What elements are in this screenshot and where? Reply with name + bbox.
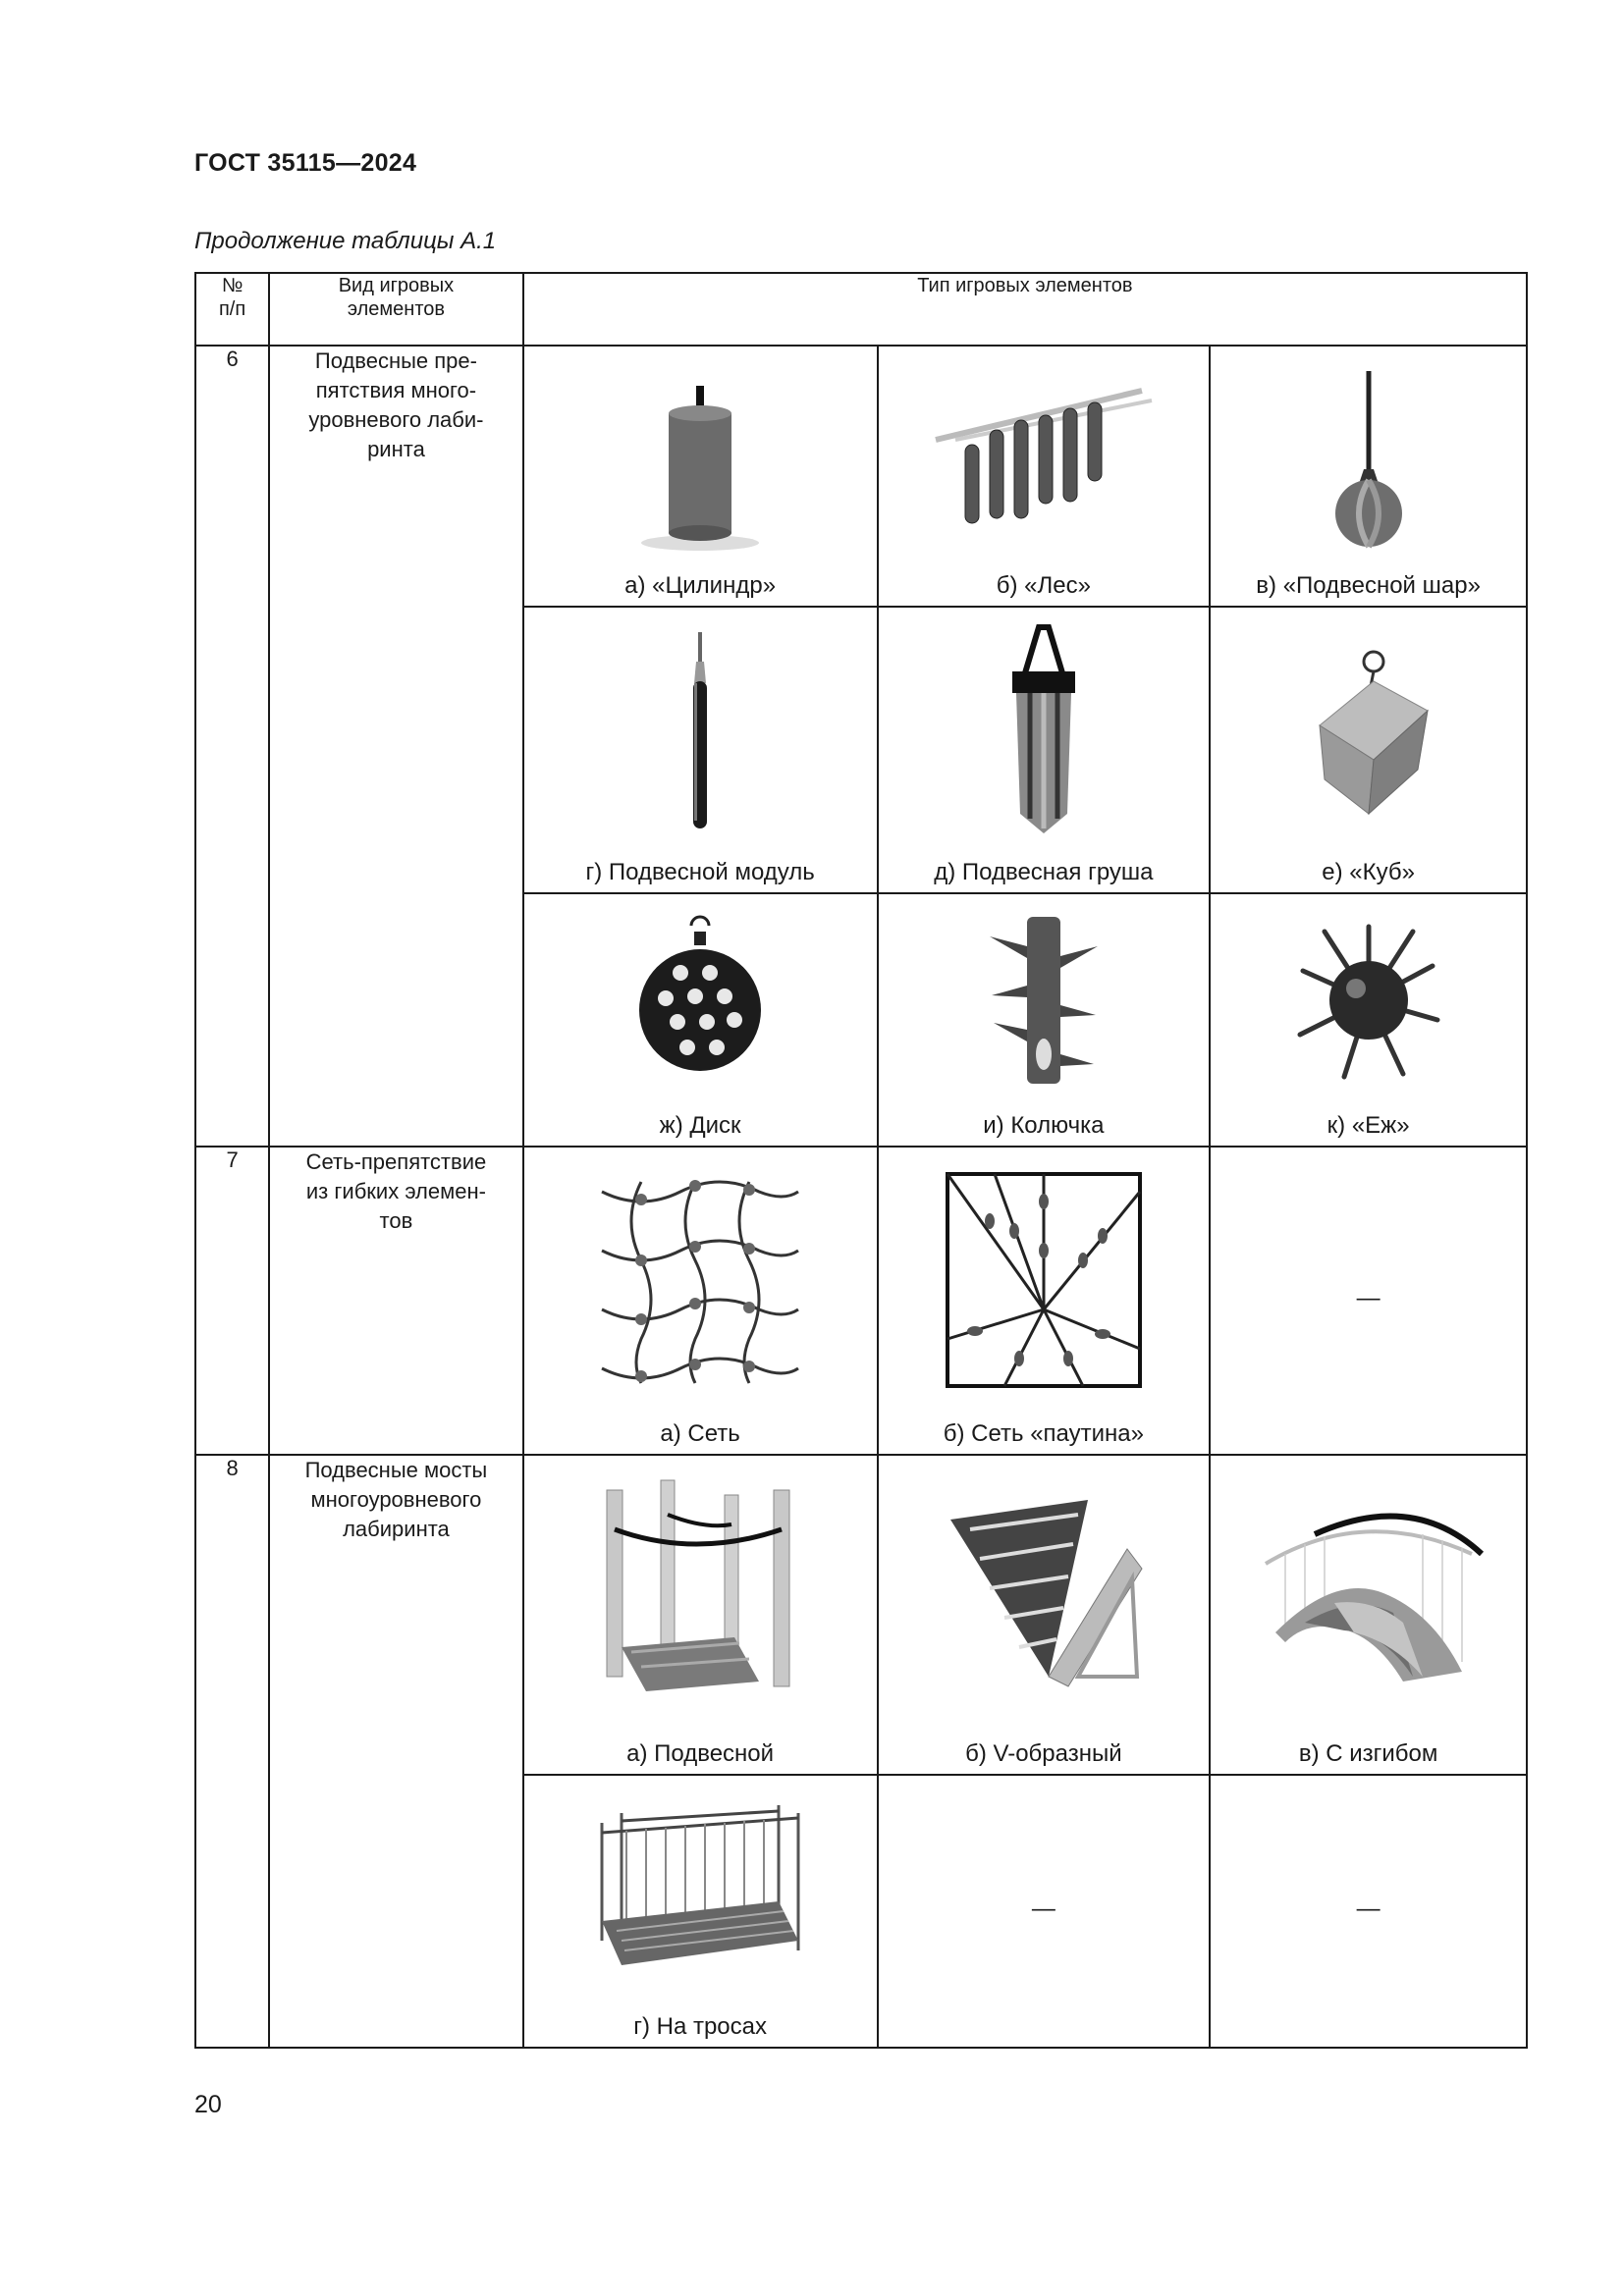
item-label: е) «Куб» [1322,859,1415,885]
header-kind-line2: элементов [347,298,446,320]
empty-mark: — [1356,1896,1380,1922]
item-label: г) Подвесной модуль [585,859,815,885]
kind-line: Сеть-препятствие [305,1149,487,1174]
kind-line: Подвесные пре- [314,348,477,373]
hanging-pear-illustration [879,608,1210,853]
item-cell [523,1147,878,1455]
item-label: ж) Диск [659,1112,741,1139]
item-cell [878,1455,1211,1775]
kind-line: уровневого лаби- [308,407,484,432]
hanging-ball-illustration [1211,347,1526,562]
curved-bridge-illustration [1211,1456,1526,1731]
standard-title: ГОСТ 35115—2024 [194,149,417,177]
row-kind [269,1147,523,1455]
cube-illustration [1211,608,1526,853]
kind-line: пятствия много- [315,378,477,402]
empty-mark: — [1031,1896,1056,1922]
row-kind [269,1455,523,2048]
item-cell [523,1775,878,2048]
table-row [195,346,1527,607]
item-label: б) «Лес» [996,572,1091,599]
header-type: Тип игровых элементов [523,273,1527,346]
header-num [195,273,269,346]
row-number: 8 [195,1455,269,2048]
empty-cell [878,1775,1211,2048]
disc-illustration [524,894,877,1105]
kind-line: лабиринта [343,1517,450,1541]
item-label: б) V-образный [965,1740,1122,1767]
empty-cell [1210,1775,1527,2048]
kind-line: из гибких элемен- [305,1179,486,1203]
table-row [195,1147,1527,1455]
hedgehog-illustration [1211,894,1526,1105]
item-cell [878,346,1211,607]
item-label: г) На тросах [633,2013,767,2040]
item-cell [1210,1455,1527,1775]
net-illustration [524,1148,877,1413]
empty-mark: — [1356,1285,1380,1311]
header-kind [269,273,523,346]
row-kind [269,346,523,1147]
item-label: в) С изгибом [1298,1740,1438,1767]
kind-line: ринта [367,437,425,461]
item-cell [523,1455,878,1775]
item-cell [523,893,878,1147]
header-num-line2: п/п [218,298,246,320]
item-label: а) «Цилиндр» [624,572,777,599]
table-row [195,1455,1527,1775]
cylinder-illustration [524,347,877,562]
item-label: а) Сеть [660,1420,740,1447]
cable-bridge-illustration [524,1776,877,2006]
item-label: в) «Подвесной шар» [1256,572,1481,599]
kind-line: тов [379,1208,413,1233]
item-label: и) Колючка [983,1112,1105,1139]
item-cell [523,607,878,893]
item-cell [878,607,1211,893]
item-cell [1210,346,1527,607]
forest-illustration [879,347,1210,562]
table-caption: Продолжение таблицы А.1 [194,228,497,254]
page-number: 20 [194,2091,222,2118]
item-cell [1210,893,1527,1147]
item-cell [878,1147,1211,1455]
v-shaped-bridge-illustration [879,1456,1210,1731]
item-label: д) Подвесная груша [934,859,1154,885]
header-kind-line1: Вид игровых [338,275,455,296]
kind-line: многоуровневого [310,1487,482,1512]
thorn-illustration [879,894,1210,1105]
item-label: к) «Еж» [1326,1112,1410,1139]
item-cell [878,893,1211,1147]
spiderweb-net-illustration [879,1148,1210,1413]
item-cell [523,346,878,607]
empty-cell [1210,1147,1527,1455]
table-header-row [195,273,1527,346]
table-a1 [194,272,1528,2049]
hanging-module-illustration [524,608,877,853]
item-label: б) Сеть «паутина» [943,1420,1144,1447]
kind-line: Подвесные мосты [304,1458,488,1482]
item-cell [1210,607,1527,893]
row-number: 6 [195,346,269,1147]
item-label: а) Подвесной [626,1740,775,1767]
header-num-line1: № [221,275,244,296]
row-number: 7 [195,1147,269,1455]
suspension-bridge-illustration [524,1456,877,1731]
